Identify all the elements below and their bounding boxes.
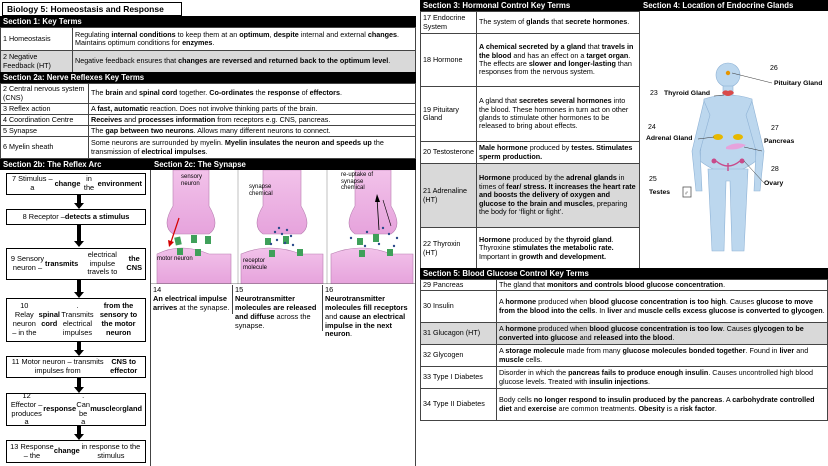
label-synapse-chemical: synapse chemical — [249, 184, 273, 197]
ovary-icon — [712, 159, 717, 164]
definition-cell: A hormone produced when blood glucose concentration is too high. Causes glucose to move from the blood into the cells. In liver and muscle cells excess glucose is converted to glycogen. — [497, 291, 828, 323]
term-cell: 20 Testosterone — [421, 142, 477, 164]
reflex-step-sensory-neuron: 9 Sensory neuron – transmits electrical impulse travels to the CNS — [6, 248, 146, 280]
gland-number: 23 — [650, 90, 658, 97]
term-cell: 33 Type I Diabetes — [421, 367, 497, 389]
definition-cell: The system of glands that secrete hormones. — [477, 12, 640, 34]
arrow-down-icon — [77, 426, 81, 434]
definition-cell: Hormone produced by the adrenal glands in times of fear/ stress. It increases the heart rate and boosts the delivery of oxygen and glucose to the brain and muscles, preparing the body for ‘flight or fight’. — [477, 164, 640, 228]
section-5-header: Section 5: Blood Glucose Control Key Terms — [420, 268, 828, 279]
definition-cell: The brain and spinal cord together. Co-ordinates the response of effectors. — [89, 84, 416, 104]
gland-label-testes: Testes — [649, 189, 671, 196]
gland-label-thyroid: Thyroid Gland — [664, 90, 711, 97]
definition-cell: Some neurons are surrounded by myelin. Myelin insulates the neuron and speeds up the transmission of electrical impulses. — [89, 137, 416, 159]
section-2b-header: Section 2b: The Reflex Arc — [0, 159, 151, 170]
section-3-header: Section 3: Hormonal Control Key Terms — [420, 0, 640, 11]
gland-label-adrenal: Adrenal Gland — [646, 135, 693, 142]
synapse-caption-15: 15 Neurotransmitter molecules are released and diffuse across the synapse. — [233, 285, 323, 331]
reflex-step-stimulus: 7 Stimulus – a change in the environment — [6, 173, 146, 195]
section-4-header: Section 4: Location of Endocrine Glands — [640, 0, 828, 11]
synapse-caption-14: 14 An electrical impulse arrives at the synapse. — [151, 285, 233, 314]
table-row — [1, 84, 416, 104]
section-1 — [0, 16, 416, 73]
ovary-icon — [740, 159, 745, 164]
term-cell: 1 Homeostasis — [1, 28, 73, 51]
definition-cell: Disorder in which the pancreas fails to produce enough insulin. Causes uncontrolled high blood glucose levels. Treated with insulin injections. — [497, 367, 828, 389]
table-row — [421, 280, 828, 291]
term-cell: 29 Pancreas — [421, 280, 497, 291]
table-row — [1, 126, 416, 137]
table-row — [1, 104, 416, 115]
gland-label-ovary: Ovary — [764, 180, 784, 187]
adrenal-gland-icon — [713, 134, 723, 140]
section-2a — [0, 72, 416, 159]
pituitary-gland-icon — [726, 71, 730, 75]
term-cell: 6 Myelin sheath — [1, 137, 89, 159]
definition-cell: A hormone produced when blood glucose concentration is too low. Causes glycogen to be converted into glucose and released into the blood. — [497, 323, 828, 345]
term-cell: 2 Negative Feedback (HT) — [1, 51, 73, 73]
definition-cell: A chemical secreted by a gland that travels in the blood and has an effect on a target organ. The effects are slower and longer-lasting than responses from the nervous system. — [477, 34, 640, 87]
reflex-step-effector: 12 Effector – produces a response . Can be a muscle or gland — [6, 393, 146, 426]
term-cell: 17 Endocrine System — [421, 12, 477, 34]
section-5-table — [420, 279, 828, 421]
definition-cell: Negative feedback ensures that changes are reversed and returned back to the optimum level. — [73, 51, 416, 73]
term-cell: 2 Central nervous system (CNS) — [1, 84, 89, 104]
table-row — [1, 51, 416, 73]
reflex-step-response: 13 Response – the change in response to the stimulus — [6, 440, 146, 463]
definition-cell: A fast, automatic reaction. Does not involve thinking parts of the brain. — [89, 104, 416, 115]
label-receptor-molecule: receptor molecule — [243, 258, 268, 271]
table-row — [421, 323, 828, 345]
label-reuptake: re-uptake of synapse chemical — [341, 172, 374, 192]
definition-cell: Body cells no longer respond to insulin produced by the pancreas. A carbohydrate controlled diet and exercise are common treatments. Obesity is a risk factor. — [497, 389, 828, 421]
table-row — [421, 389, 828, 421]
term-cell: 21 Adrenaline (HT) — [421, 164, 477, 228]
term-cell: 18 Hormone — [421, 34, 477, 87]
section-3 — [420, 0, 640, 270]
section-1-table — [0, 27, 416, 73]
gland-number: 24 — [648, 124, 656, 131]
synapse-section — [151, 170, 416, 466]
table-row — [421, 12, 640, 34]
table-row — [421, 142, 640, 164]
table-row — [421, 228, 640, 270]
term-cell: 30 Insulin — [421, 291, 497, 323]
gland-label-pituitary: Pituitary Gland — [774, 80, 823, 87]
definition-cell: Receives and processes information from receptors e.g. CNS, pancreas. — [89, 115, 416, 126]
synapse-caption-16: 16 Neurotransmitter molecules fill receptors and cause an electrical impulse in the next neuron. — [325, 285, 408, 339]
table-row — [421, 34, 640, 87]
term-cell: 4 Coordination Centre — [1, 115, 89, 126]
section-2c-header: Section 2c: The Synapse — [151, 159, 416, 170]
definition-cell: Regulating internal conditions to keep them at an optimum, despite internal and external changes. Maintains optimum conditions for enzymes. — [73, 28, 416, 51]
definition-cell: Male hormone produced by testes. Stimulates sperm production. — [477, 142, 640, 164]
reflex-step-motor-neuron: 11 Motor neuron – transmits impulses from CNS to effector — [6, 356, 146, 378]
reflex-step-relay-neuron: 10 Relay neuron – in the spinal cord . Transmits electrical impulses from the sensory to the motor neuron — [6, 298, 146, 342]
section-2a-table — [0, 83, 416, 159]
gland-label-pancreas: Pancreas — [764, 138, 795, 145]
table-row — [421, 87, 640, 142]
gland-number: 28 — [771, 166, 779, 173]
section-1-header: Section 1: Key Terms — [0, 16, 416, 27]
adrenal-gland-icon — [733, 134, 743, 140]
arrow-down-icon — [77, 225, 81, 241]
reflex-step-receptor: 8 Receptor – detects a stimulus — [6, 209, 146, 225]
definition-cell: The gap between two neurons. Allows many different neurons to connect. — [89, 126, 416, 137]
term-cell: 32 Glycogen — [421, 345, 497, 367]
table-row — [1, 115, 416, 126]
label-sensory-neuron: sensory neuron — [181, 174, 203, 187]
label-motor-neuron: motor neuron — [157, 256, 193, 262]
testes-icon: ♂ — [684, 191, 689, 197]
term-cell: 34 Type II Diabetes — [421, 389, 497, 421]
table-row — [421, 345, 828, 367]
table-row — [421, 164, 640, 228]
term-cell: 5 Synapse — [1, 126, 89, 137]
definition-cell: Hormone produced by the thyroid gland. Thyroxine stimulates the metabolic rate. Important in growth and development. — [477, 228, 640, 270]
gland-number: 25 — [649, 176, 657, 183]
arrow-down-icon — [77, 195, 81, 203]
page-title: Biology 5: Homeostasis and Response — [2, 2, 182, 16]
arrow-down-icon — [77, 378, 81, 387]
table-row — [421, 291, 828, 323]
definition-cell: The gland that monitors and controls blood glucose concentration. — [497, 280, 828, 291]
definition-cell: A gland that secretes several hormones into the blood. These hormones in turn act on other glands to stimulate other hormones to be released to bring about effects. — [477, 87, 640, 142]
arrow-down-icon — [77, 342, 81, 350]
definition-cell: A storage molecule made from many glucose molecules bonded together. Found in liver and muscle cells. — [497, 345, 828, 367]
gland-number: 27 — [771, 125, 779, 132]
section-4 — [640, 0, 828, 266]
section-5 — [420, 268, 828, 421]
arrow-down-icon — [77, 280, 81, 292]
section-3-table — [420, 11, 640, 270]
term-cell: 22 Thyroxin (HT) — [421, 228, 477, 270]
table-row — [1, 137, 416, 159]
reflex-arc — [0, 170, 151, 466]
table-row — [1, 28, 416, 51]
term-cell: 31 Glucagon (HT) — [421, 323, 497, 345]
section-2a-header: Section 2a: Nerve Reflexes Key Terms — [0, 72, 416, 83]
gland-number: 26 — [770, 65, 778, 72]
term-cell: 19 Pituitary Gland — [421, 87, 477, 142]
table-row — [421, 367, 828, 389]
arrow-down-icon — [74, 241, 84, 247]
term-cell: 3 Reflex action — [1, 104, 89, 115]
